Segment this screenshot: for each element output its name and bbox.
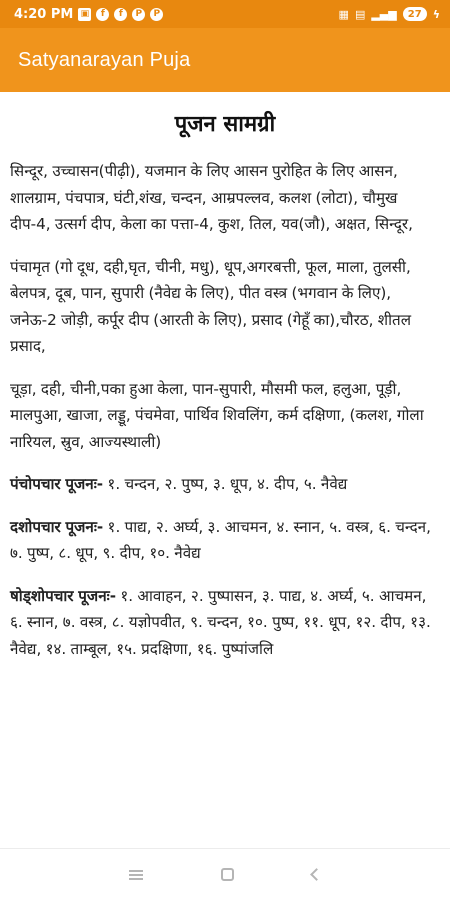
signal-icon: ▂▄▆ [371,7,397,21]
materials-paragraph-2: पंचामृत (गो दूध, दही,घृत, चीनी, मधु), धूप,अगरबत्ती, फूल, माला, तुलसी, बेलपत्र, दूब, पान, सुपारी (नैवेद्य के लिए), पीत वस्त्र (भगवान के लिए), जनेऊ-2 जोड़ी, कर्पूर दीप (आरती के लिए), प्रसाद (गेहूँ का),चौरठ, शीतल प्रसाद, [10,257,412,355]
screenshot-icon: ▦ [338,7,349,21]
status-time: 4:20 PM [14,6,74,22]
navigation-bar [0,848,450,900]
p-icon: P [132,8,145,21]
app-bar [0,28,450,92]
notification-icon: ▤ [354,7,366,21]
panchopachar-label: पंचोपचार पूजनः- [10,475,104,493]
status-right [339,7,440,21]
shodashopachar-text: १. आवाहन, २. पुष्पासन, ३. पाद्य, ४. अर्घ्य, ५. आचमन, ६. स्नान, ७. वस्त्र, ८. यज्ञोपवीत, ९. चन्दन, १०. पुष्प, ११. धूप, १२. दीप, १३. नैवेद्य, १४. ताम्बूल, १५. प्रदक्षिणा, १६. पुष्पांजलि [10,586,431,658]
menu-icon[interactable] [129,870,143,880]
shodashopachar-label: षोड्शोपचार पूजनः- [10,586,116,605]
content-area [0,92,450,848]
facebook-icon: f [114,8,127,21]
dashopachar-label: दशोपचार पूजनः- [10,517,104,536]
page-title: पूजन सामग्री [174,112,276,137]
dashopachar-paragraph [10,514,440,567]
panchopachar-text: १. चन्दन, २. पुष्प, ३. धूप, ४. दीप, ५. नैवेद्य [103,475,348,493]
materials-paragraph-1: सिन्दूर, उच्चासन(पीढ़ी), यजमान के लिए आसन पुरोहित के लिए आसन, शालग्राम, पंचपात्र, घंटी,शंख, चन्दन, आम्रपल्लव, कलश (लोटा), चौमुख दीप-4, उत्सर्ग दीप, केला का पत्ता-4, कुश, तिल, यव(जौ), अक्षत, सिन्दूर, [10,162,413,233]
p-icon: P [150,8,163,21]
status-bar [0,0,450,28]
status-left [14,7,163,22]
app-title: Satyanarayan Puja [18,48,191,71]
charging-icon: ϟ [432,7,440,21]
home-icon[interactable] [221,868,234,881]
facebook-icon: f [96,8,109,21]
shodashopachar-paragraph [10,583,440,663]
battery-icon: 27 [403,7,427,21]
dashopachar-text: १. पाद्य, २. अर्घ्य, ३. आचमन, ४. स्नान, ५. वस्त्र, ६. चन्दन, ७. पुष्प, ८. धूप, ९. दीप, १०. नैवेद्य [10,517,431,562]
panchopachar-paragraph [10,471,440,498]
back-icon[interactable] [310,868,323,881]
materials-paragraph-3: चूड़ा, दही, चीनी,पका हुआ केला, पान-सुपारी, मौसमी फल, हलुआ, पूड़ी, मालपुआ, खाजा, लड्डू, पंचमेवा, पार्थिव शिवलिंग, कर्म दक्षिणा, (कलश, गोला नारियल, स्रुव, आज्यस्थाली) [10,379,424,451]
gallery-icon: ▣ [78,8,91,21]
